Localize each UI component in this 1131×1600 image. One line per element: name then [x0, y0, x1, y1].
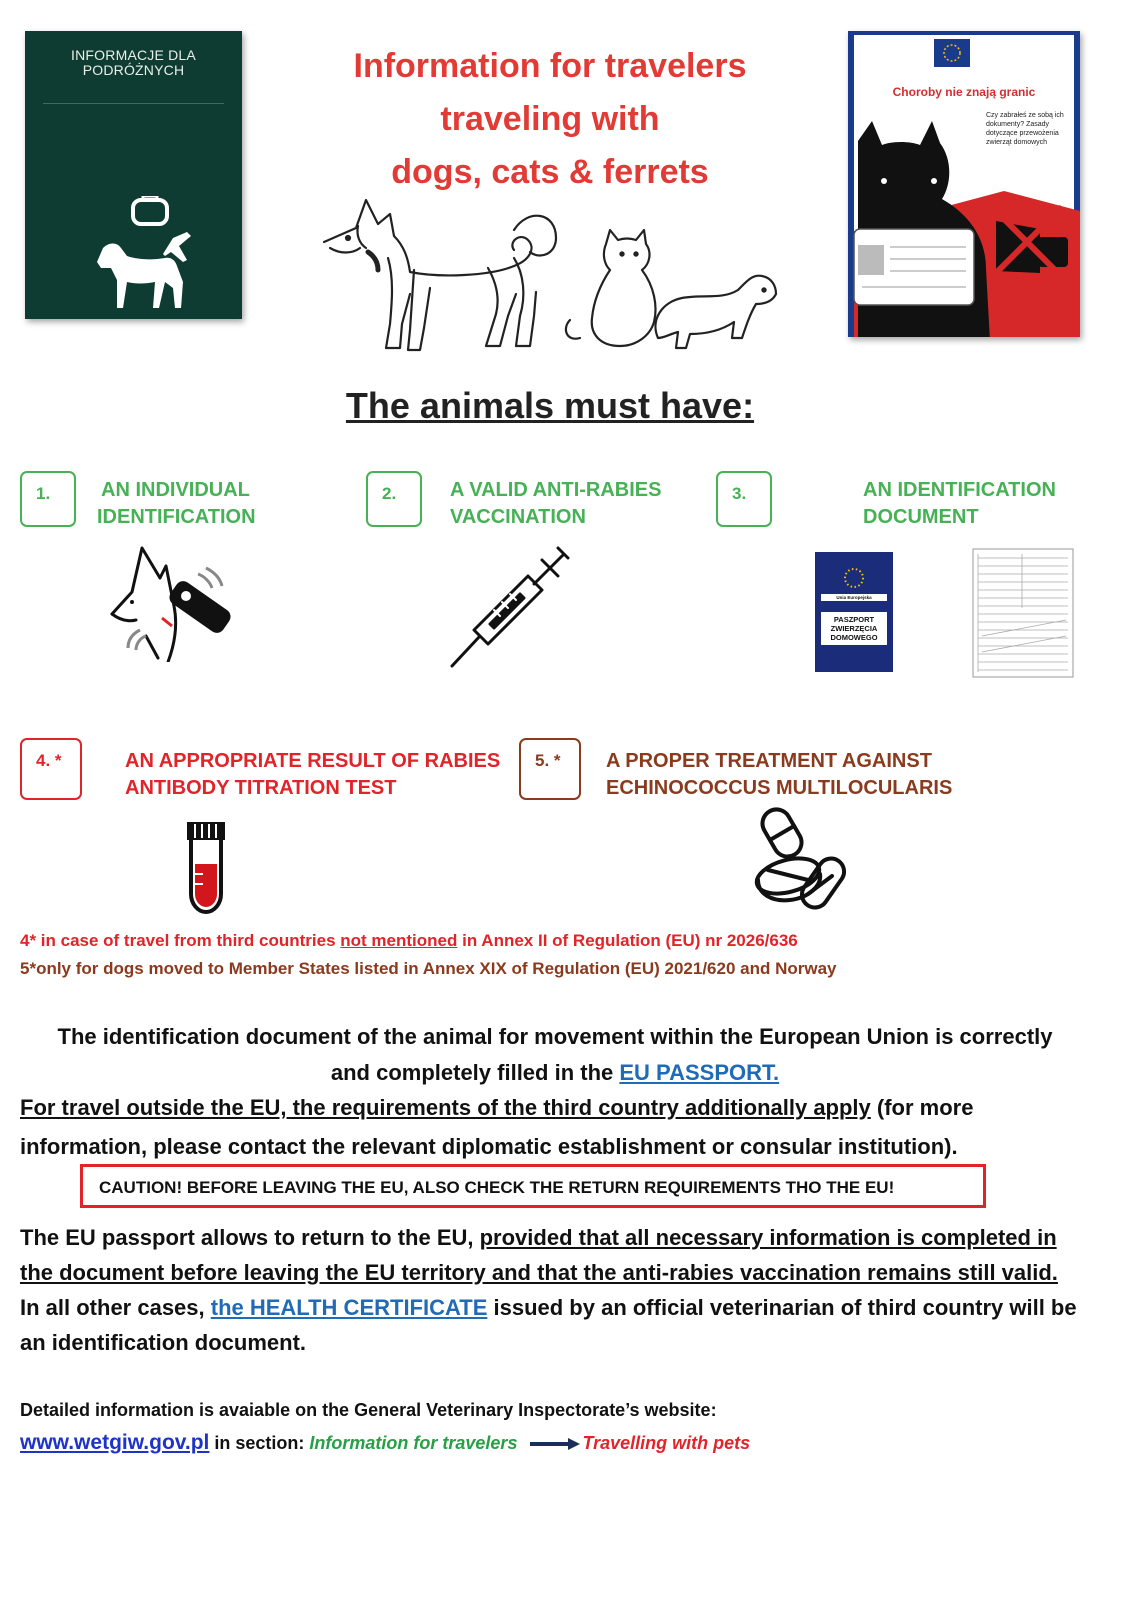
footnote-4-post: in Annex II of Regulation (EU) nr 2026/636: [457, 931, 798, 950]
booklet-cover-left: [25, 31, 242, 319]
item-3-line1: AN IDENTIFICATION: [863, 479, 1056, 501]
item-5-line1: A PROPER TREATMENT AGAINST: [606, 750, 932, 772]
test-tube-icon: [185, 820, 227, 914]
item-number-4: 4. *: [20, 738, 82, 800]
p3-pre: The EU passport allows to return to the EU,: [20, 1225, 480, 1250]
passport-label-line1: PASZPORT: [833, 615, 875, 624]
booklet-title-line1: INFORMACJE DLA: [71, 47, 196, 63]
footnote-5: 5*only for dogs moved to Member States listed in Annex XIX of Regulation (EU) 2021/620 and Norway: [20, 959, 837, 978]
booklet-title-line2: PODRÓŻNYCH: [82, 62, 185, 78]
item-5-line2: ECHINOCOCCUS MULTILOCULARIS: [606, 777, 953, 799]
main-title-line2: traveling with: [440, 100, 660, 138]
item-label-3: [863, 477, 1056, 531]
passport-label-line2: ZWIERZĘCIA: [830, 624, 878, 633]
section-link-text: Information for travelers: [309, 1433, 518, 1453]
dog-luggage-icon: [95, 196, 205, 311]
item-4-line2: ANTIBODY TITRATION TEST: [125, 777, 397, 799]
health-certificate-link[interactable]: the HEALTH CERTIFICATE: [210, 1295, 488, 1320]
item-number-3: 3.: [716, 471, 772, 527]
item-number-2: 2.: [366, 471, 422, 527]
p3-line3: [20, 1290, 1110, 1325]
p1-line2: [20, 1055, 1090, 1091]
footnote-4-pre: 4* in case of travel from third countries: [20, 931, 341, 950]
item-1-line1: AN INDIVIDUAL: [101, 479, 250, 501]
eu-stars-icon: [842, 566, 866, 590]
microchip-scanner-icon: [106, 544, 232, 662]
item-number-5: 5. *: [519, 738, 581, 800]
item-1-line2: IDENTIFICATION: [97, 506, 256, 528]
main-title-line3: dogs, cats & ferrets: [391, 153, 709, 191]
p2-line1: [20, 1090, 1110, 1126]
paragraph-eu-passport: [20, 1019, 1090, 1091]
pills-icon: [750, 806, 846, 914]
item-label-4: [125, 748, 500, 802]
main-title-line1: Information for travelers: [353, 47, 747, 85]
item-2-line1: A VALID ANTI-RABIES: [450, 479, 662, 501]
item-2-line2: VACCINATION: [450, 506, 586, 528]
item-3-line2: DOCUMENT: [863, 506, 979, 528]
passport-label: [821, 612, 887, 645]
detail-info-text: Detailed information is avaiable on the General Veterinary Inspectorate’s website:: [20, 1400, 717, 1420]
footnote-4: [20, 931, 798, 951]
p2-underlined: For travel outside the EU, the requirements of the third country additionally apply: [20, 1095, 871, 1120]
p3-underlined-2: the document before leaving the EU territory and that the anti-rabies vaccination remains still valid.: [20, 1260, 1058, 1285]
pet-passport-icon: [815, 552, 893, 672]
syringe-icon: [450, 544, 570, 668]
item-4-line1: AN APPROPRIATE RESULT OF RABIES: [125, 750, 501, 772]
main-title: [290, 40, 810, 199]
website-link[interactable]: www.wetgiw.gov.pl: [20, 1431, 210, 1454]
paragraph-outside-eu: [20, 1090, 1110, 1165]
p3-line3-pre: In all other cases,: [20, 1295, 211, 1320]
p1-line2-pre: and completely filled in the: [330, 1060, 620, 1085]
caution-box: CAUTION! BEFORE LEAVING THE EU, ALSO CHECK THE RETURN REQUIREMENTS THO THE EU!: [80, 1164, 986, 1208]
p2-line2: information, please contact the relevant diplomatic establishment or consular institution).: [20, 1134, 958, 1159]
eu-passport-link[interactable]: EU PASSPORT.: [619, 1060, 780, 1085]
poster-cover-right: [848, 31, 1080, 337]
item-label-1: [97, 477, 256, 531]
animals-illustration: [318, 188, 788, 358]
health-certificate-form-icon: [972, 548, 1074, 678]
paragraph-return: [20, 1220, 1110, 1360]
booklet-title: [25, 48, 242, 78]
p3-line1: [20, 1220, 1110, 1255]
p3-line3-post: issued by an official veterinarian of third country will be: [487, 1295, 1077, 1320]
must-have-heading: The animals must have:: [345, 385, 755, 426]
website-line: [20, 1431, 750, 1455]
p1-line1: The identification document of the animal for movement within the European Union is correctly: [57, 1024, 1053, 1049]
p3-underlined-1: provided that all necessary information is completed in: [479, 1225, 1057, 1250]
arrow-right-icon: [530, 1438, 580, 1450]
poster-title: Choroby nie znają granic: [892, 85, 1036, 99]
subsection-link-text: Travelling with pets: [582, 1433, 751, 1453]
item-label-2: [450, 477, 661, 531]
item-label-5: [606, 748, 952, 802]
item-number-1: 1.: [20, 471, 76, 527]
poster-text: Czy zabrałeś ze sobą ich dokumenty? Zasady dotyczące przewożenia zwierząt domowych: [986, 112, 1064, 146]
cat-poster-art: [848, 31, 1080, 337]
passport-label-line3: DOMOWEGO: [830, 633, 878, 642]
footnote-4-underlined: not mentioned: [340, 931, 458, 950]
passport-eu-label: Unia Europejska: [821, 594, 887, 601]
p2-rest: (for more: [870, 1095, 974, 1120]
p3-line4: an identification document.: [20, 1330, 307, 1355]
booklet-divider: [43, 103, 224, 104]
in-section-text: in section:: [209, 1433, 310, 1453]
